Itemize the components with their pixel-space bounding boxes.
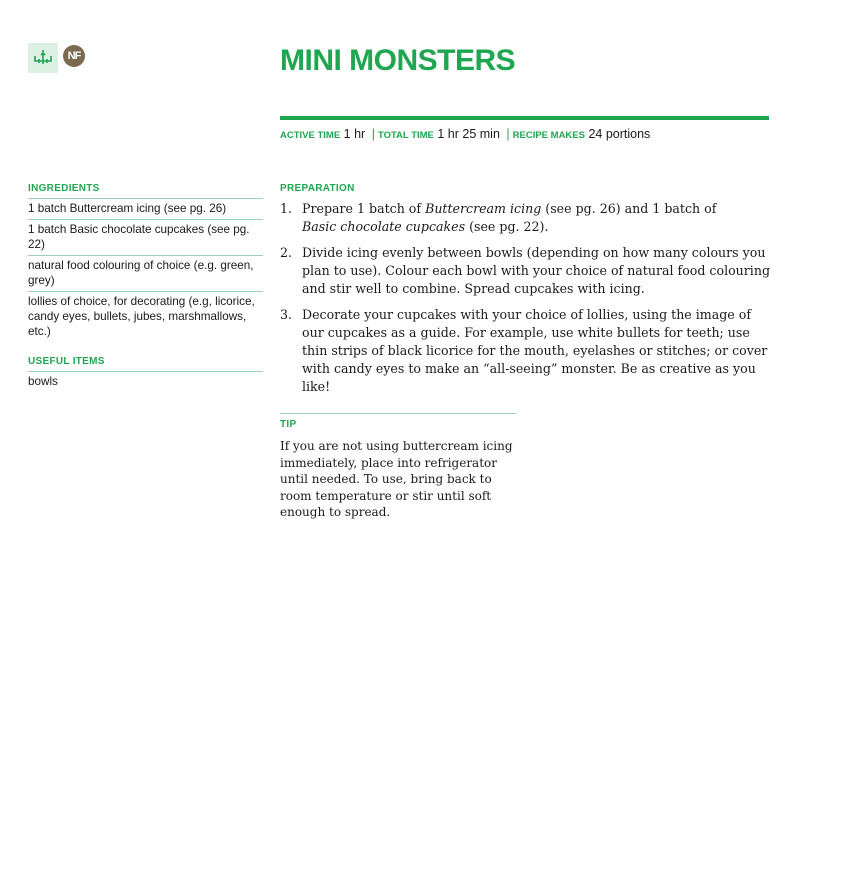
preparation-section: [280, 183, 775, 404]
separator: |: [371, 127, 375, 141]
active-time-label: ACTIVE TIME: [280, 130, 341, 141]
step-text: Decorate your cupcakes with your choice of lollies, using the image of our cupcakes as a guide. For example, use white bullets for teeth; use thin strips of black licorice for the mouth, eyelashes or stitches; or cover with candy eyes to make an “all-seeing” monster. Be as creative as you like!: [302, 307, 768, 394]
ingredient-item: 1 batch Basic chocolate cupcakes (see pg. 22): [28, 220, 263, 256]
step-number: 1.: [280, 201, 293, 216]
step-number: 3.: [280, 307, 293, 322]
separator: |: [506, 127, 510, 141]
nut-free-badge: NF: [63, 45, 85, 67]
total-time: 1 hr 25 min: [437, 127, 500, 141]
active-time: 1 hr: [343, 127, 366, 141]
tip-text: If you are not using buttercream icing immediately, place into refrigerator until needed. To use, bring back to room temperature or stir until soft enough to spread.: [280, 439, 513, 519]
recipe-meta: [280, 127, 650, 141]
tip-box: [280, 413, 516, 521]
page-title: MINI MONSTERS: [280, 44, 516, 77]
ingredients-heading: INGREDIENTS: [28, 183, 100, 194]
ingredient-item: natural food colouring of choice (e.g. green, grey): [28, 256, 263, 292]
ingredient-item: 1 batch Buttercream icing (see pg. 26): [28, 199, 263, 220]
step: [280, 244, 775, 298]
link-buttercream: Buttercream icing: [425, 201, 542, 216]
useful-item: bowls: [28, 375, 58, 388]
useful-items-heading: USEFUL ITEMS: [28, 356, 105, 367]
total-time-label: TOTAL TIME: [377, 130, 434, 141]
preparation-heading: PREPARATION: [280, 183, 355, 194]
step-number: 2.: [280, 245, 293, 260]
ingredient-item: lollies of choice, for decorating (e.g, licorice, candy eyes, bullets, jubes, marshmallows, etc.): [28, 295, 255, 338]
step: [280, 200, 775, 236]
link-cupcakes: Basic chocolate cupcakes: [302, 219, 466, 234]
recipe-makes-label: RECIPE MAKES: [512, 130, 585, 141]
chandelier-icon: [28, 43, 58, 73]
ingredients-section: [28, 183, 263, 392]
step-text: Prepare 1 batch of Buttercream icing (see pg. 26) and 1 batch of Basic chocolate cupcakes (see pg. 22).: [302, 201, 717, 234]
tip-heading: TIP: [280, 419, 297, 430]
recipe-makes: 24 portions: [588, 127, 651, 141]
step: [280, 306, 775, 396]
title-rule: [280, 116, 769, 120]
step-text: Divide icing evenly between bowls (depending on how many colours you plan to use). Colour each bowl with your choice of natural food colouring and stir well to combine. Spread cupcakes with icing.: [302, 245, 771, 296]
